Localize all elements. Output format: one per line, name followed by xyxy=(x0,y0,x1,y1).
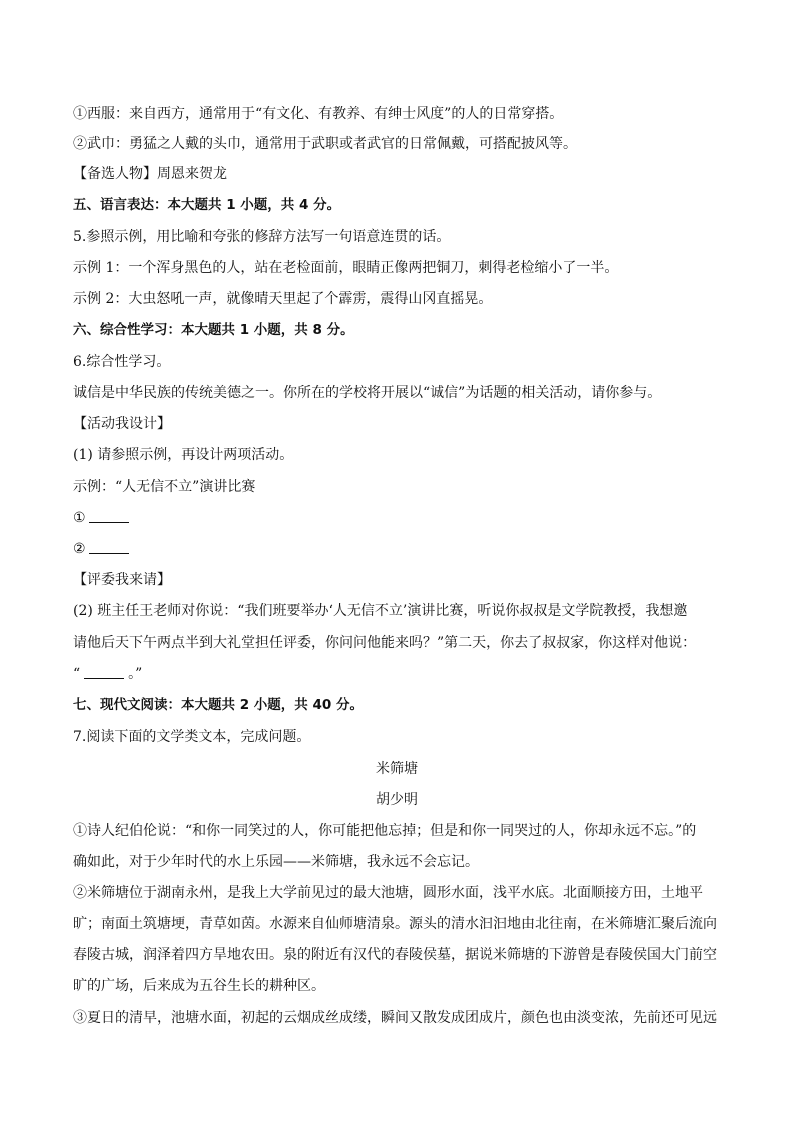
paragraph-line: 旷；南面土筑塘埂，青草如茵。水源来自仙师塘清泉。源头的清水汩汩地由北往南，在米筛塘汇聚后流向 xyxy=(73,916,717,932)
text-line: 示例 2：大虫怒吼一声，就像晴天里起了个霹雳，震得山冈直摇晃。 xyxy=(73,291,493,307)
question-text: 6.综合性学习。 xyxy=(73,354,171,370)
question-text: 7.阅读下面的文学类文本，完成问题。 xyxy=(73,729,311,745)
text-line: 【备选人物】周恩来贺龙 xyxy=(73,166,227,182)
text-line: ①西服：来自西方，通常用于“有文化、有教养、有绅士风度”的人的日常穿搭。 xyxy=(73,106,564,122)
paragraph-line: ①诗人纪伯伦说：“和你一同笑过的人，你可能把他忘掉；但是和你一同哭过的人，你却永远不忘。”的 xyxy=(73,823,697,839)
close-quote: 。” xyxy=(128,666,143,682)
text-line: 请他后天下午两点半到大礼堂担任评委，你问问他能来吗？”第二天，你去了叔叔家，你这样对他说： xyxy=(73,635,697,651)
text-line: 诚信是中华民族的传统美德之一。你所在的学校将开展以“诚信”为话题的相关活动，请你参与。 xyxy=(73,385,662,401)
answer-line-2 xyxy=(73,539,734,559)
item-marker: ① xyxy=(73,510,86,526)
text-line: 【评委我来请】 xyxy=(73,572,171,588)
answer-blank[interactable] xyxy=(89,539,129,554)
article-title: 米筛塘 xyxy=(376,761,418,777)
paragraph-line: 春陵古城，润泽着四方旱地农田。泉的附近有汉代的春陵侯墓，据说米筛塘的下游曾是春陵侯国大门前空 xyxy=(73,947,717,963)
open-quote: “ xyxy=(73,666,81,682)
answer-blank[interactable] xyxy=(89,508,129,523)
section-heading: 五、语言表达：本大题共 1 小题，共 4 分。 xyxy=(73,197,341,213)
question-text: 5.参照示例，用比喻和夸张的修辞方法写一句语意连贯的话。 xyxy=(73,229,451,245)
article-author: 胡少明 xyxy=(376,792,418,808)
text-line: (1) 请参照示例，再设计两项活动。 xyxy=(73,447,294,463)
answer-line-1 xyxy=(73,508,734,528)
paragraph-line: 确如此，对于少年时代的水上乐园——米筛塘，我永远不会忘记。 xyxy=(73,854,479,870)
item-marker: ② xyxy=(73,541,86,557)
text-line: ②武巾：勇猛之人戴的头巾，通常用于武职或者武官的日常佩戴，可搭配披风等。 xyxy=(73,136,577,152)
paragraph-line: ③夏日的清早，池塘水面，初起的云烟成丝成缕，瞬间又散发成团成片，颜色也由淡变浓，先前还可见远 xyxy=(73,1010,717,1026)
text-line: 【活动我设计】 xyxy=(73,416,171,432)
paragraph-line: ②米筛塘位于湖南永州，是我上大学前见过的最大池塘，圆形水面，浅平水底。北面顺接方田，土地平 xyxy=(73,885,703,901)
text-line: (2) 班主任王老师对你说：“我们班要举办‘人无信不立’演讲比赛，听说你叔叔是文学院教授，我想邀 xyxy=(73,603,688,619)
text-line: 示例 1：一个浑身黑色的人，站在老检面前，眼睛正像两把铜刀，刺得老检缩小了一半。 xyxy=(73,260,619,276)
section-heading: 六、综合性学习：本大题共 1 小题，共 8 分。 xyxy=(73,322,354,338)
section-heading: 七、现代文阅读：本大题共 2 小题，共 40 分。 xyxy=(73,697,363,713)
answer-blank[interactable] xyxy=(84,664,124,679)
text-line: 示例：“人无信不立”演讲比赛 xyxy=(73,479,256,495)
paragraph-line: 旷的广场，后来成为五谷生长的耕种区。 xyxy=(73,978,325,994)
answer-line-quote xyxy=(73,664,734,684)
